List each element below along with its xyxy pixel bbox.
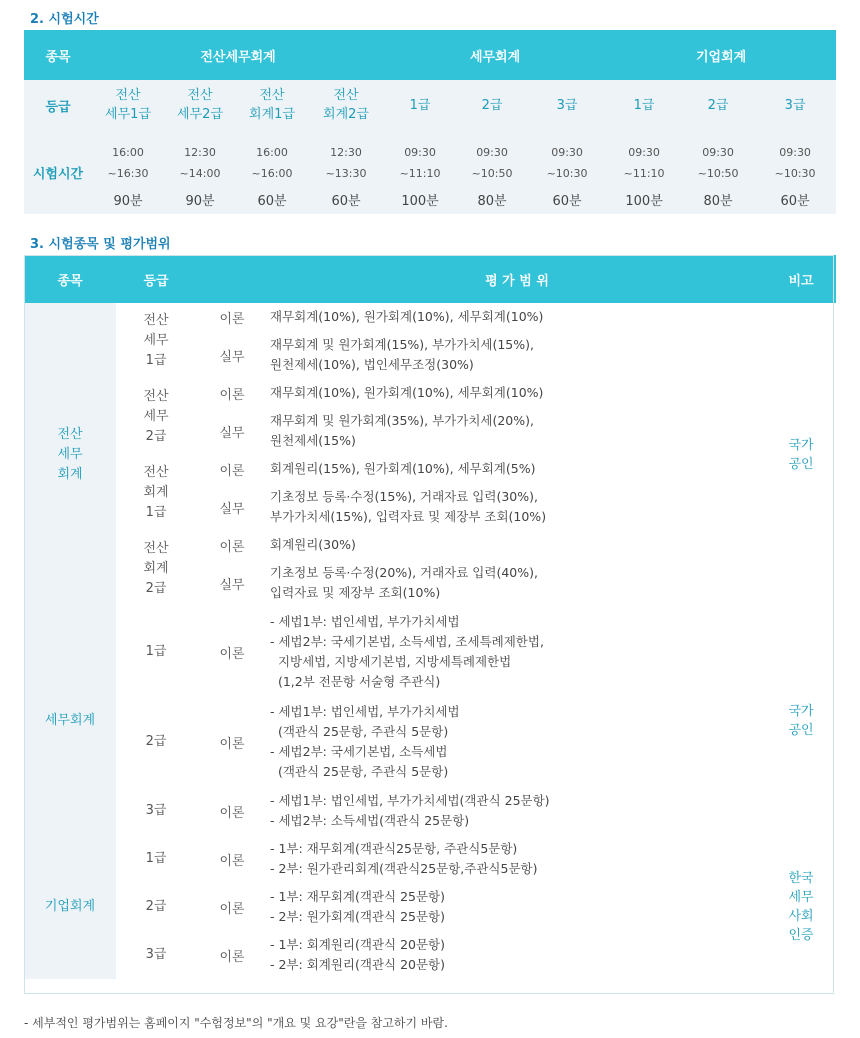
grade-cell [384, 80, 456, 130]
range-line: 재무회계 및 원가회계(15%), 부가가치세(15%), [270, 337, 534, 352]
range-line: (1,2부 전문항 서술형 주관식) [270, 674, 441, 689]
grade-cell [308, 80, 384, 130]
grade-line: 3급 [784, 97, 806, 113]
grade-line: 회계 [143, 485, 169, 500]
time-cell [528, 130, 606, 184]
range-cell [268, 407, 766, 455]
note-cell [766, 835, 836, 979]
time-cell [606, 130, 682, 184]
header-subject: 종목 [24, 30, 92, 80]
section-2-title: 2. 시험시간 [30, 12, 99, 27]
duration-cell: 90분 [92, 184, 164, 214]
grade-line: 세무1급 [105, 107, 151, 122]
time-cell [754, 130, 836, 184]
time-end: ~10:30 [774, 167, 816, 180]
time-cell [384, 130, 456, 184]
grade-line: 세무 [143, 409, 169, 424]
grade-line: 전산 [115, 88, 141, 103]
time-start: 16:00 [256, 146, 288, 159]
duration-cell: 100분 [384, 184, 456, 214]
range-line: - 세법2부: 국세기본법, 소득세법 [270, 744, 448, 759]
range-line: 입력자료 및 제장부 조회(10%) [270, 585, 441, 600]
subject-line: 세무회계 [44, 713, 96, 728]
header-group-corporate-accounting: 기업회계 [606, 30, 836, 80]
grade-cell [116, 455, 196, 531]
time-start: 09:30 [404, 146, 436, 159]
scope-row [24, 883, 836, 931]
scope-row [24, 303, 836, 331]
note-line: 사회 [788, 909, 814, 924]
range-cell [268, 559, 766, 607]
grade-line: 3급 [556, 97, 578, 113]
duration-cell: 60분 [754, 184, 836, 214]
grade-line: 1급 [145, 505, 167, 520]
subject-line: 회계 [57, 467, 83, 482]
grade-line: 1급 [633, 97, 655, 113]
time-start: 12:30 [184, 146, 216, 159]
exam-kind: 이론 [219, 539, 245, 555]
note-line: 인증 [788, 928, 814, 943]
note-line: 한국 [788, 871, 814, 886]
exam-time-label: 시험시간 [24, 130, 92, 214]
range-cell [268, 697, 766, 787]
duration-cell: 80분 [682, 184, 754, 214]
range-line: - 세법2부: 소득세법(객관식 25문항) [270, 813, 470, 828]
scope-row [24, 697, 836, 787]
grade-line: 3급 [145, 803, 167, 818]
exam-kind: 이론 [219, 311, 245, 327]
time-start: 09:30 [551, 146, 583, 159]
duration-cell: 60분 [528, 184, 606, 214]
exam-kind: 이론 [219, 949, 245, 965]
exam-kind: 이론 [219, 736, 245, 752]
time-cell [236, 130, 308, 184]
range-line: 재무회계(10%), 원가회계(10%), 세무회계(10%) [270, 309, 544, 324]
grade-line: 2급 [145, 734, 167, 749]
grade-line: 전산 [143, 465, 169, 480]
subject-line: 기업회계 [44, 899, 96, 914]
header-grade: 등급 [116, 255, 196, 303]
header-subject: 종목 [24, 255, 116, 303]
scope-row [24, 835, 836, 883]
grade-cell [754, 80, 836, 130]
note-line: 세무 [788, 890, 814, 905]
time-cell [682, 130, 754, 184]
subject-cell [24, 607, 116, 835]
note-line: 공인 [788, 457, 814, 472]
exam-kind: 실무 [219, 577, 245, 593]
duration-cell: 100분 [606, 184, 682, 214]
grade-line: 전산 [143, 313, 169, 328]
time-end: ~16:30 [107, 167, 149, 180]
exam-kind: 이론 [219, 853, 245, 869]
time-end: ~14:00 [179, 167, 221, 180]
range-line: - 세법2부: 국세기본법, 소득세법, 조세특례제한법, [270, 634, 544, 649]
note-line: 국가 [788, 438, 814, 453]
grade-cell [116, 787, 196, 835]
range-line: - 2부: 원가관리회계(객관식25문항,주관식5문항) [270, 861, 538, 876]
grade-cell [116, 379, 196, 455]
range-line: 회계원리(15%), 원가회계(10%), 세무회계(5%) [270, 461, 536, 476]
grade-cell [116, 531, 196, 607]
range-cell [268, 331, 766, 379]
grade-line: 2급 [707, 97, 729, 113]
grade-cell [682, 80, 754, 130]
range-line: 기초정보 등록·수정(15%), 거래자료 입력(30%), [270, 489, 538, 504]
footnote: - 세부적인 평가범위는 홈페이지 "수험정보"의 "개요 및 요강"란을 참고하기 바람. [24, 1016, 448, 1030]
time-end: ~11:10 [399, 167, 441, 180]
header-range: 평 가 범 위 [268, 255, 766, 303]
range-line: - 1부: 재무회계(객관식25문항, 주관식5문항) [270, 841, 518, 856]
exam-kind: 이론 [219, 805, 245, 821]
grade-cell [116, 607, 196, 697]
time-start: 09:30 [702, 146, 734, 159]
exam-kind: 실무 [219, 501, 245, 517]
scope-row [24, 787, 836, 835]
range-line: 지방세법, 지방세기본법, 지방세특례제한법 [270, 654, 512, 669]
header-group-tax-accounting: 세무회계 [384, 30, 606, 80]
section-3-title: 3. 시험종목 및 평가범위 [30, 237, 171, 252]
duration-cell: 80분 [456, 184, 528, 214]
grade-line: 전산 [187, 88, 213, 103]
scope-row [24, 931, 836, 979]
range-line: (객관식 25문항, 주관식 5문항) [270, 724, 449, 739]
grade-line: 전산 [333, 88, 359, 103]
grade-line: 회계1급 [249, 107, 295, 122]
scope-row [24, 455, 836, 483]
exam-kind: 이론 [219, 646, 245, 662]
range-line: (객관식 25문항, 주관식 5문항) [270, 764, 449, 779]
range-line: 원천제세(10%), 법인세무조정(30%) [270, 357, 474, 372]
grade-line: 1급 [409, 97, 431, 113]
time-end: ~13:30 [325, 167, 367, 180]
range-line: - 세법1부: 법인세법, 부가가치세법 [270, 614, 460, 629]
range-cell [268, 379, 766, 407]
range-cell [268, 787, 766, 835]
grade-line: 2급 [145, 429, 167, 444]
time-end: ~10:30 [546, 167, 588, 180]
grade-line: 2급 [145, 899, 167, 914]
exam-kind: 이론 [219, 387, 245, 403]
time-cell [92, 130, 164, 184]
note-cell [766, 303, 836, 607]
time-cell [164, 130, 236, 184]
range-cell [268, 607, 766, 697]
time-end: ~10:50 [471, 167, 513, 180]
range-cell [268, 883, 766, 931]
range-cell [268, 531, 766, 559]
note-cell [766, 607, 836, 835]
range-line: 기초정보 등록·수정(20%), 거래자료 입력(40%), [270, 565, 538, 580]
time-cell [456, 130, 528, 184]
grade-cell [528, 80, 606, 130]
grade-cell [116, 697, 196, 787]
exam-time-table [24, 30, 836, 214]
subject-line: 세무 [57, 447, 83, 462]
range-cell [268, 931, 766, 979]
range-line: - 1부: 회계원리(객관식 20문항) [270, 937, 446, 952]
range-line: - 2부: 회계원리(객관식 20문항) [270, 957, 446, 972]
range-cell [268, 455, 766, 483]
scope-row [24, 531, 836, 559]
grade-line: 세무2급 [177, 107, 223, 122]
grade-line: 전산 [143, 389, 169, 404]
range-line: - 1부: 재무회계(객관식 25문항) [270, 889, 446, 904]
grade-cell [116, 883, 196, 931]
scope-row [24, 379, 836, 407]
range-line: 원천제세(15%) [270, 433, 356, 448]
time-start: 16:00 [112, 146, 144, 159]
exam-kind: 이론 [219, 901, 245, 917]
grade-line: 전산 [143, 541, 169, 556]
time-start: 09:30 [628, 146, 660, 159]
grade-cell [92, 80, 164, 130]
grade-cell [116, 931, 196, 979]
range-line: 회계원리(30%) [270, 537, 356, 552]
range-line: 재무회계(10%), 원가회계(10%), 세무회계(10%) [270, 385, 544, 400]
exam-kind: 실무 [219, 425, 245, 441]
grade-line: 1급 [145, 851, 167, 866]
grade-cell [236, 80, 308, 130]
note-line: 공인 [788, 723, 814, 738]
header-note: 비고 [766, 255, 836, 303]
duration-cell: 90분 [164, 184, 236, 214]
subject-line: 전산 [57, 427, 83, 442]
range-line: - 2부: 원가회계(객관식 25문항) [270, 909, 446, 924]
range-cell [268, 303, 766, 331]
time-end: ~10:50 [697, 167, 739, 180]
range-line: 재무회계 및 원가회계(35%), 부가가치세(20%), [270, 413, 534, 428]
grade-line: 1급 [145, 644, 167, 659]
time-start: 09:30 [476, 146, 508, 159]
duration-cell: 60분 [308, 184, 384, 214]
evaluation-scope-table [24, 255, 836, 979]
range-cell [268, 483, 766, 531]
grade-cell [164, 80, 236, 130]
grade-line: 세무 [143, 333, 169, 348]
range-cell [268, 835, 766, 883]
grade-line: 3급 [145, 947, 167, 962]
grade-cell [606, 80, 682, 130]
range-line: - 세법1부: 법인세법, 부가가치세법(객관식 25문항) [270, 793, 550, 808]
exam-kind: 이론 [219, 463, 245, 479]
time-start: 09:30 [779, 146, 811, 159]
time-cell [308, 130, 384, 184]
time-start: 12:30 [330, 146, 362, 159]
grade-line: 회계2급 [323, 107, 369, 122]
grade-line: 2급 [481, 97, 503, 113]
grade-cell [116, 303, 196, 379]
subject-cell [24, 303, 116, 607]
duration-cell: 60분 [236, 184, 308, 214]
grade-cell [116, 835, 196, 883]
grade-label: 등급 [24, 80, 92, 130]
range-line: 부가가치세(15%), 입력자료 및 제장부 조회(10%) [270, 509, 547, 524]
grade-line: 회계 [143, 561, 169, 576]
range-line: - 세법1부: 법인세법, 부가가치세법 [270, 704, 460, 719]
grade-line: 전산 [259, 88, 285, 103]
header-group-computerized-tax: 전산세무회계 [92, 30, 384, 80]
exam-kind: 실무 [219, 349, 245, 365]
subject-cell [24, 835, 116, 979]
grade-line: 2급 [145, 581, 167, 596]
grade-line: 1급 [145, 353, 167, 368]
time-end: ~11:10 [623, 167, 665, 180]
note-line: 국가 [788, 704, 814, 719]
grade-cell [456, 80, 528, 130]
scope-row [24, 607, 836, 697]
time-end: ~16:00 [251, 167, 293, 180]
